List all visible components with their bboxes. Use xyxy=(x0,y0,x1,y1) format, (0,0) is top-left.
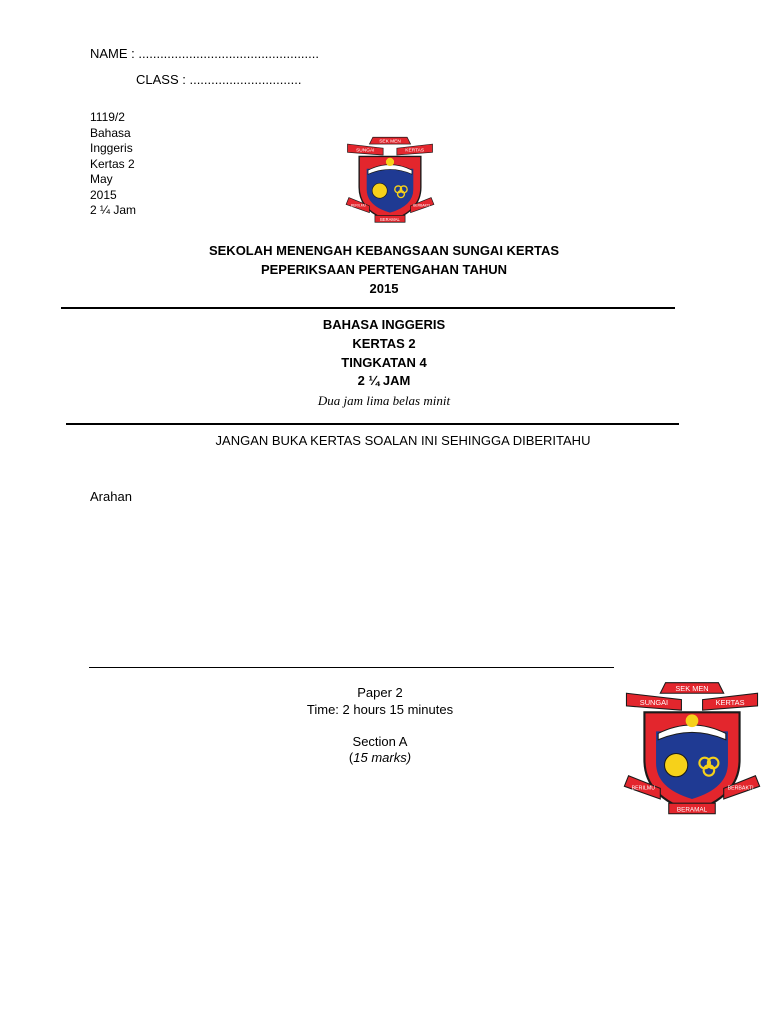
crest-left-text: SUNGAI xyxy=(356,148,375,154)
exam-year-heading: 2015 xyxy=(369,281,399,296)
paper-code: 1119/2 xyxy=(90,110,125,124)
divider-top xyxy=(61,307,675,309)
school-crest-logo-large xyxy=(618,664,766,824)
exam-title: PEPERIKSAAN PERTENGAHAN TAHUN xyxy=(260,262,508,277)
time-label: Time: 2 hours 15 minutes xyxy=(306,702,454,717)
crest2-right-text: KERTAS xyxy=(715,697,745,707)
paper-number: Kertas 2 xyxy=(90,156,135,171)
crest2-top-text: SEK MEN xyxy=(675,684,709,694)
paper-title: KERTAS 2 xyxy=(352,336,416,351)
school-name: SEKOLAH MENENGAH KEBANGSAAN SUNGAI KERTAS xyxy=(208,243,560,258)
form-title: TINGKATAN 4 xyxy=(341,355,427,370)
subject-line-2: Inggeris xyxy=(90,141,133,155)
school-crest-logo xyxy=(342,128,438,226)
crest2-bottom-right-text: BERBAKTI xyxy=(727,785,754,792)
crest-bottom-right-text: BERBAKTI xyxy=(413,203,430,208)
crest-right-text: KERTAS xyxy=(405,148,425,154)
crest2-bottom-left-text: BERILMU xyxy=(631,785,656,792)
instructions-label: Arahan xyxy=(90,489,132,504)
exam-duration: 2 ¼ Jam xyxy=(90,203,137,217)
crest-bottom-left-text: BERILMU xyxy=(350,203,367,208)
marks-value: 15 marks) xyxy=(353,750,412,765)
crest-bottom-center-text: BERAMAL xyxy=(380,216,400,222)
duration-words: Dua jam lima belas minit xyxy=(317,393,451,408)
exam-year: 2015 xyxy=(90,187,117,202)
divider-middle xyxy=(66,423,679,425)
paper-label: Paper 2 xyxy=(357,685,403,700)
warning-text: JANGAN BUKA KERTAS SOALAN INI SEHINGGA DIBERITAHU xyxy=(215,433,591,448)
section-label: Section A xyxy=(352,734,408,749)
crest2-bottom-center-text: BERAMAL xyxy=(676,806,708,814)
marks-label xyxy=(230,750,530,766)
exam-month: May xyxy=(90,172,113,186)
duration-title: 2 ¼ JAM xyxy=(357,373,411,388)
crest-top-text: SEK MEN xyxy=(379,139,401,145)
name-field: NAME : .................................................. xyxy=(90,46,319,61)
class-field: CLASS : ............................... xyxy=(136,72,302,87)
subject-title: BAHASA INGGERIS xyxy=(322,317,446,332)
divider-bottom xyxy=(89,667,614,668)
marks-open-paren: ( xyxy=(348,750,354,765)
subject-line-1: Bahasa xyxy=(90,125,131,140)
paper-meta xyxy=(90,110,136,219)
crest2-left-text: SUNGAI xyxy=(639,697,669,707)
